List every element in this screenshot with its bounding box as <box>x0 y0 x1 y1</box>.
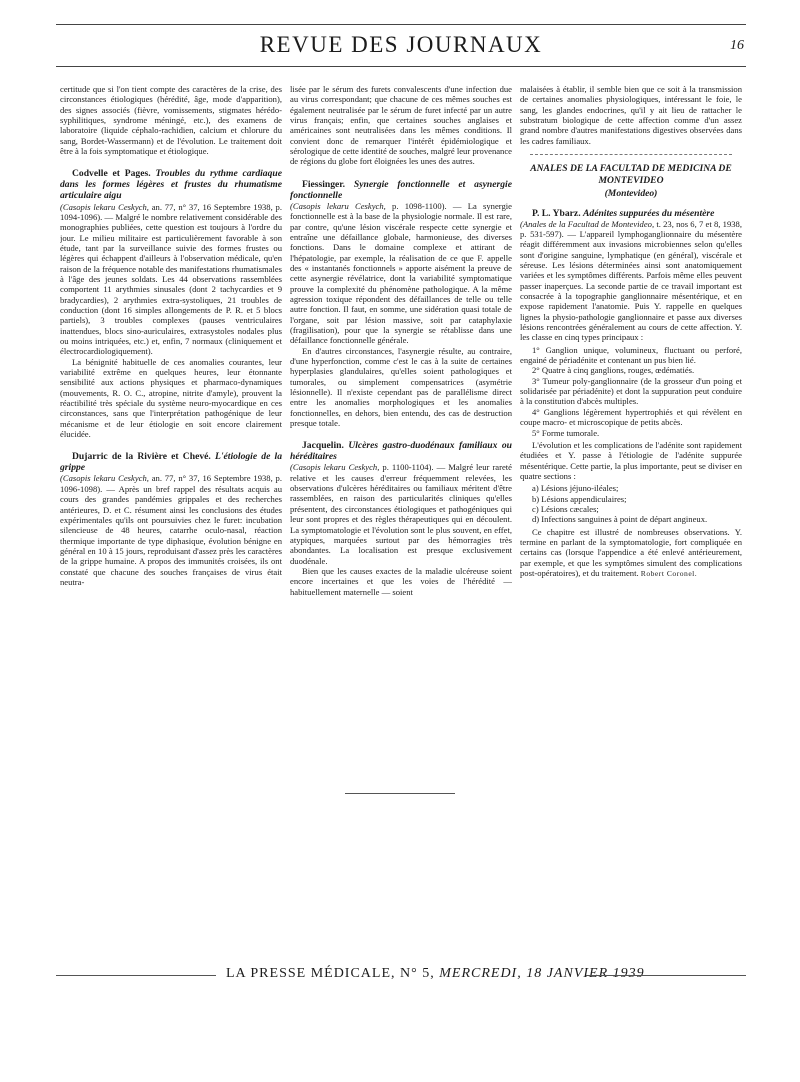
article-paragraph: Bien que les causes exactes de la maladie ulcéreuse soient encore incertaines et que les voies de l'hérédité — habituellement maternelle — soient <box>290 565 512 597</box>
journal-section-title: REVUE DES JOURNAUX <box>259 32 543 57</box>
footer-text <box>226 966 645 982</box>
column-2 <box>290 84 512 744</box>
continued-text: malaisées à établir, il semble bien que ce soit à la transmission de certaines anomalies physiologiques, intéressant le foie, le sang, les glandes endocrines, qu'il y ait lieu de rattacher le substratum biologique de cette affection comme d'un assez grand nombre d'autres manifestations digestives observées dans les cadres familiaux. <box>520 84 742 146</box>
end-of-page-rule <box>345 793 455 794</box>
article-authors: Jacquelin. <box>302 440 344 452</box>
article-body <box>60 202 282 357</box>
article-dujarric <box>60 451 282 587</box>
article-jacquelin <box>290 440 512 597</box>
article-heading <box>290 179 512 201</box>
page-number: 16 <box>730 38 744 53</box>
etiology-sections-list <box>520 483 742 524</box>
journal-city: (Montevideo) <box>604 188 658 200</box>
article-source: (Casopis lekaru Ceskych, <box>290 200 386 211</box>
article-body <box>60 473 282 587</box>
article-paragraph: — Malgré leur rareté relative et les causes d'erreur fréquemment relevées, les observations d'ulcères héréditaires ou familiaux méritent d'être rassemblées, en raison des particularités cliniques qu'elles présentent, des circonstances étiologiques et pathogéniques qui leur sont propres et des règles thérapeutiques qui en découlent. La symptomatologie et l'évolution sont le plus souvent, en effet, atypiques, marquées surtout par des hémorragies très abondantes. La localisation est presque exclusivement duodénale. <box>290 462 512 566</box>
footer-date: MERCREDI, 18 JANVIER 1939 <box>439 966 645 981</box>
continued-text: lisée par le sérum des furets convalescents d'une infection due au virus correspondant; que chacune de ces mêmes souches est également neutralisée par le sérum de furet infecté par un autre virus français; enfin, que certaines souches anglaises et américaines sont neutralisées dans les mêmes conditions. Il convient donc de remarquer l'intérêt épidémiologique et sérologique de cette identité de souches, malgré leur provenance de régions du globe fort éloignées les unes des autres. <box>290 84 512 167</box>
list-item: 1° Ganglion unique, volumineux, fluctuant ou perforé, engainé de périadénite et contenant un pus bien lié. <box>520 344 742 366</box>
article-ybarz <box>520 208 742 579</box>
article-authors: Codvelle et Pages. <box>72 168 151 180</box>
article-paragraph: Ce chapitre est illustré de nombreuses observations. Y. termine en parlant de la symptomatologie, fort compliquée en certains cas (lorsque l'appendice a été enlevé antérieurement, par exemple, et que les symptômes simulent des complications post-opératoires), et du traitement. <box>520 526 742 578</box>
article-reference: t. 23, nos 6, 7 et 8, 1938, p. 531-597). <box>520 218 742 239</box>
list-item: d) Infections sanguines à point de départ angineux. <box>532 514 708 525</box>
footer-rule-left <box>56 975 216 976</box>
list-item: b) Lésions appendiculaires; <box>532 493 627 504</box>
footer-rule-right <box>586 975 746 976</box>
article-paragraph: La bénignité habituelle de ces anomalies courantes, leur variabilité extrême en quelques heures, leur étonnante sensibilité aux actions physiques et pharmaco-dynamiques (mouvements, R. O. C., atropine, nitrite d'amyle), prouvent la réactibilité très spéciale du système neuro-myocardique en ces circonstances, sans que l'interprétation pathogénique de leur mécanisme et de leur étiologie en soit encore clairement élucidée. <box>60 356 282 440</box>
article-source: (Casopis lekaru Ceskych, <box>60 473 149 484</box>
article-paragraph: En d'autres circonstances, l'asynergie résulte, au contraire, d'une hyperfonction, comme c'est le cas à la suite de certaines hyperplasies glandulaires, qu'elles soient pathologiques et tumorales, ou simplement compensatrices (asymétrie lésionnelle). Il n'existe cependant pas de parallélisme direct entre les anomalies morphologiques et les anomalies fonctionnelles, en dehors, bien entendu, des cas de destruction presque totale. <box>290 345 512 429</box>
header-bottom-rule <box>56 66 746 67</box>
page-footer <box>56 964 746 988</box>
article-paragraph: — Malgré le nombre relativement considérable des monographies publiées, cette question est toujours à l'ordre du jour. Le milieu militaire est particulièrement favorable à son étude, tant par la surveillance suivie des formes frustes ou légères qui échappent d'ailleurs à l'observation médicale, qu'en raison de la fréquence notable des manifestations rhumatismales à l'âge des jeunes soldats. Les 44 observations rassemblées comportent 11 arythmies sinusales (dont 2 tachycardies et 9 bradycardies), 2 arythmies extra-systoliques, 21 troubles de conduction (dont 16 simples allongements de P. R. et 5 blocs partiels), 3 troubles complexes (pauses ventriculaires inattendues, blocs sino-auriculaires, extrasystoles nodales plus ou moins intriquées, etc.) et, enfin, 7 normaux (cliniquement et électrocardiologiquement). <box>60 211 282 357</box>
article-body <box>290 201 512 346</box>
section-separator <box>530 154 732 155</box>
article-codvelle <box>60 168 282 439</box>
article-body <box>520 527 742 579</box>
article-reference: p. 1100-1104). <box>382 462 434 473</box>
column-3 <box>520 84 742 744</box>
article-authors: Dujarric de la Rivière et Chevé. <box>72 451 211 463</box>
article-heading <box>290 440 512 462</box>
list-item: a) Lésions jéjuno-iléales; <box>532 483 619 494</box>
continued-text: certitude que si l'on tient compte des caractères de la crise, des circonstances étiologiques (hérédité, âge, mode d'apparition), des signes associés (fièvre, vomissements, stigmates hérédo-syphilitiques, syndrome méningé, etc.), des examens de laboratoire (liquide céphalo-rachidien, calcium et chlorure du sang, Bordet-Wassermann) et de l'évolution. Le traitement doit être à la fois symptomatique et étiologique. <box>60 84 282 157</box>
article-body <box>520 219 742 343</box>
list-item: 3° Tumeur poly-ganglionnaire (de la grosseur d'un poing et solidarisée par périadénite) et dont la suppuration peut conduire à la constitution d'abcès multiples. <box>520 375 742 407</box>
article-heading <box>60 451 282 473</box>
article-reference: an. 77, n° 37, 16 Septembre 1938, p. 1096-1098). <box>60 473 282 494</box>
article-reference: p. 1098-1100). <box>392 200 447 211</box>
article-authors: Fiessinger. <box>302 178 346 190</box>
list-item: 5° Forme tumorale. <box>532 427 600 438</box>
article-signature: Robert Coronel. <box>640 568 698 578</box>
article-fiessinger <box>290 179 512 429</box>
lesion-types-list <box>520 345 742 438</box>
article-reference: an. 77, n° 37, 16 Septembre 1938, p. 1094-1096). <box>60 201 282 222</box>
column-1 <box>60 84 282 744</box>
article-paragraph: — La synergie fonctionnelle est à la base de la physiologie normale. Il est rare, par contre, qu'une lésion viscérale respecte cette synergie et entraîne une défaillance globale, harmonieuse, des diverses fonctions. Dans le domaine complexe et attirant de l'hépatologie, par exemple, la réalisation de ce que F. appelle des « instantanés fonctionnels » apporte aisément la preuve de cette asynergie révélatrice, dont la variabilité symptomatique prouve la complexité du phénomène pathologique. A la même agression toxique répondent des défaillances de telle ou telle autre fonction. Il faut, en somme, une sidération quasi totale de l'organe, soit par lésion massive, soit par cataphylaxie (fragilisation), pour que la synergie se rétablisse dans une défaillance fonctionnelle générale. <box>290 200 512 346</box>
article-paragraph: L'évolution et les complications de l'adénite sont rapidement étudiées et Y. passe à l'étiologie de l'adénite suppurée mésentérique. Cette partie, la plus importante, peut se diviser en quatre sections : <box>520 439 742 481</box>
article-title: Ulcères gastro-duodénaux familiaux ou héréditaires <box>290 440 512 463</box>
footer-publication: LA PRESSE MÉDICALE, N° 5, <box>226 966 435 981</box>
list-item: c) Lésions cæcales; <box>532 503 599 514</box>
article-source: (Casopis lekaru Ceskych, <box>60 201 149 212</box>
journal-heading: ANALES DE LA FACULTAD DE MEDICINA DE MONTEVIDEO <box>530 163 732 186</box>
header-top-rule <box>56 24 746 25</box>
list-item: 4° Ganglions légèrement hypertrophiés et qui révèlent en coupe macro- et microscopique de petits abcès. <box>520 406 742 428</box>
article-title: Synergie fonctionnelle et asynergie fonctionnelle <box>290 178 512 201</box>
article-title: Troubles du rythme cardiaque dans les formes légères et frustes du rhumatisme articulaire aigu <box>60 168 282 202</box>
article-heading <box>520 208 742 219</box>
article-heading <box>60 168 282 201</box>
article-paragraph: — Après un bref rappel des résultats acquis au cours des grandes pandémies grippales et des recherches antérieures, D. et C. résument ainsi les conclusions des études expérimentales qu'ils ont poursuivies chez le furet: incubation silencieuse de 48 heures, catarrhe oculo-nasal, réaction thermique importante de type diphasique, évolution bénigne en général en 10 à 15 jours, reproduisant d'assez près les caractères de la grippe humaine. A propos des immunités croisées, ils ont constaté que chacune des souches françaises de virus était neutra- <box>60 483 282 587</box>
article-title: L'étiologie de la grippe <box>60 451 282 474</box>
article-body <box>290 462 512 565</box>
article-authors: P. L. Ybarz. <box>532 207 581 219</box>
page-header <box>56 30 746 64</box>
list-item: 2° Quatre à cinq ganglions, rouges, œdématiés. <box>532 365 695 376</box>
article-source: (Anales de la Facultad de Montevideo, <box>520 218 655 229</box>
article-source: (Casopis lekaru Ceskych, <box>290 462 380 473</box>
article-title: Adénites suppurées du mésentère <box>583 207 715 219</box>
article-paragraph: — L'appareil lymphoganglionnaire du mésentère réagit différemment aux invasions microbiennes selon qu'elles sont d'origine sanguine, lymphatique (en général), viscérale et séreuse. Les lésions déterminées ainsi sont anatomiquement variées et les symptômes différents. Parfois même elles peuvent passer inaperçues. La seconde partie de ce travail important est consacrée à la topographie ganglionnaire mésentérique, et en expose rapidement l'anatomie. Puis Y. rappelle en quelques lignes la physio-pathologie ganglionnaire et passe aux diverses lésions rencontrées généralement au cours de cette affection. Y. les classe en cinq types principaux : <box>520 228 742 343</box>
